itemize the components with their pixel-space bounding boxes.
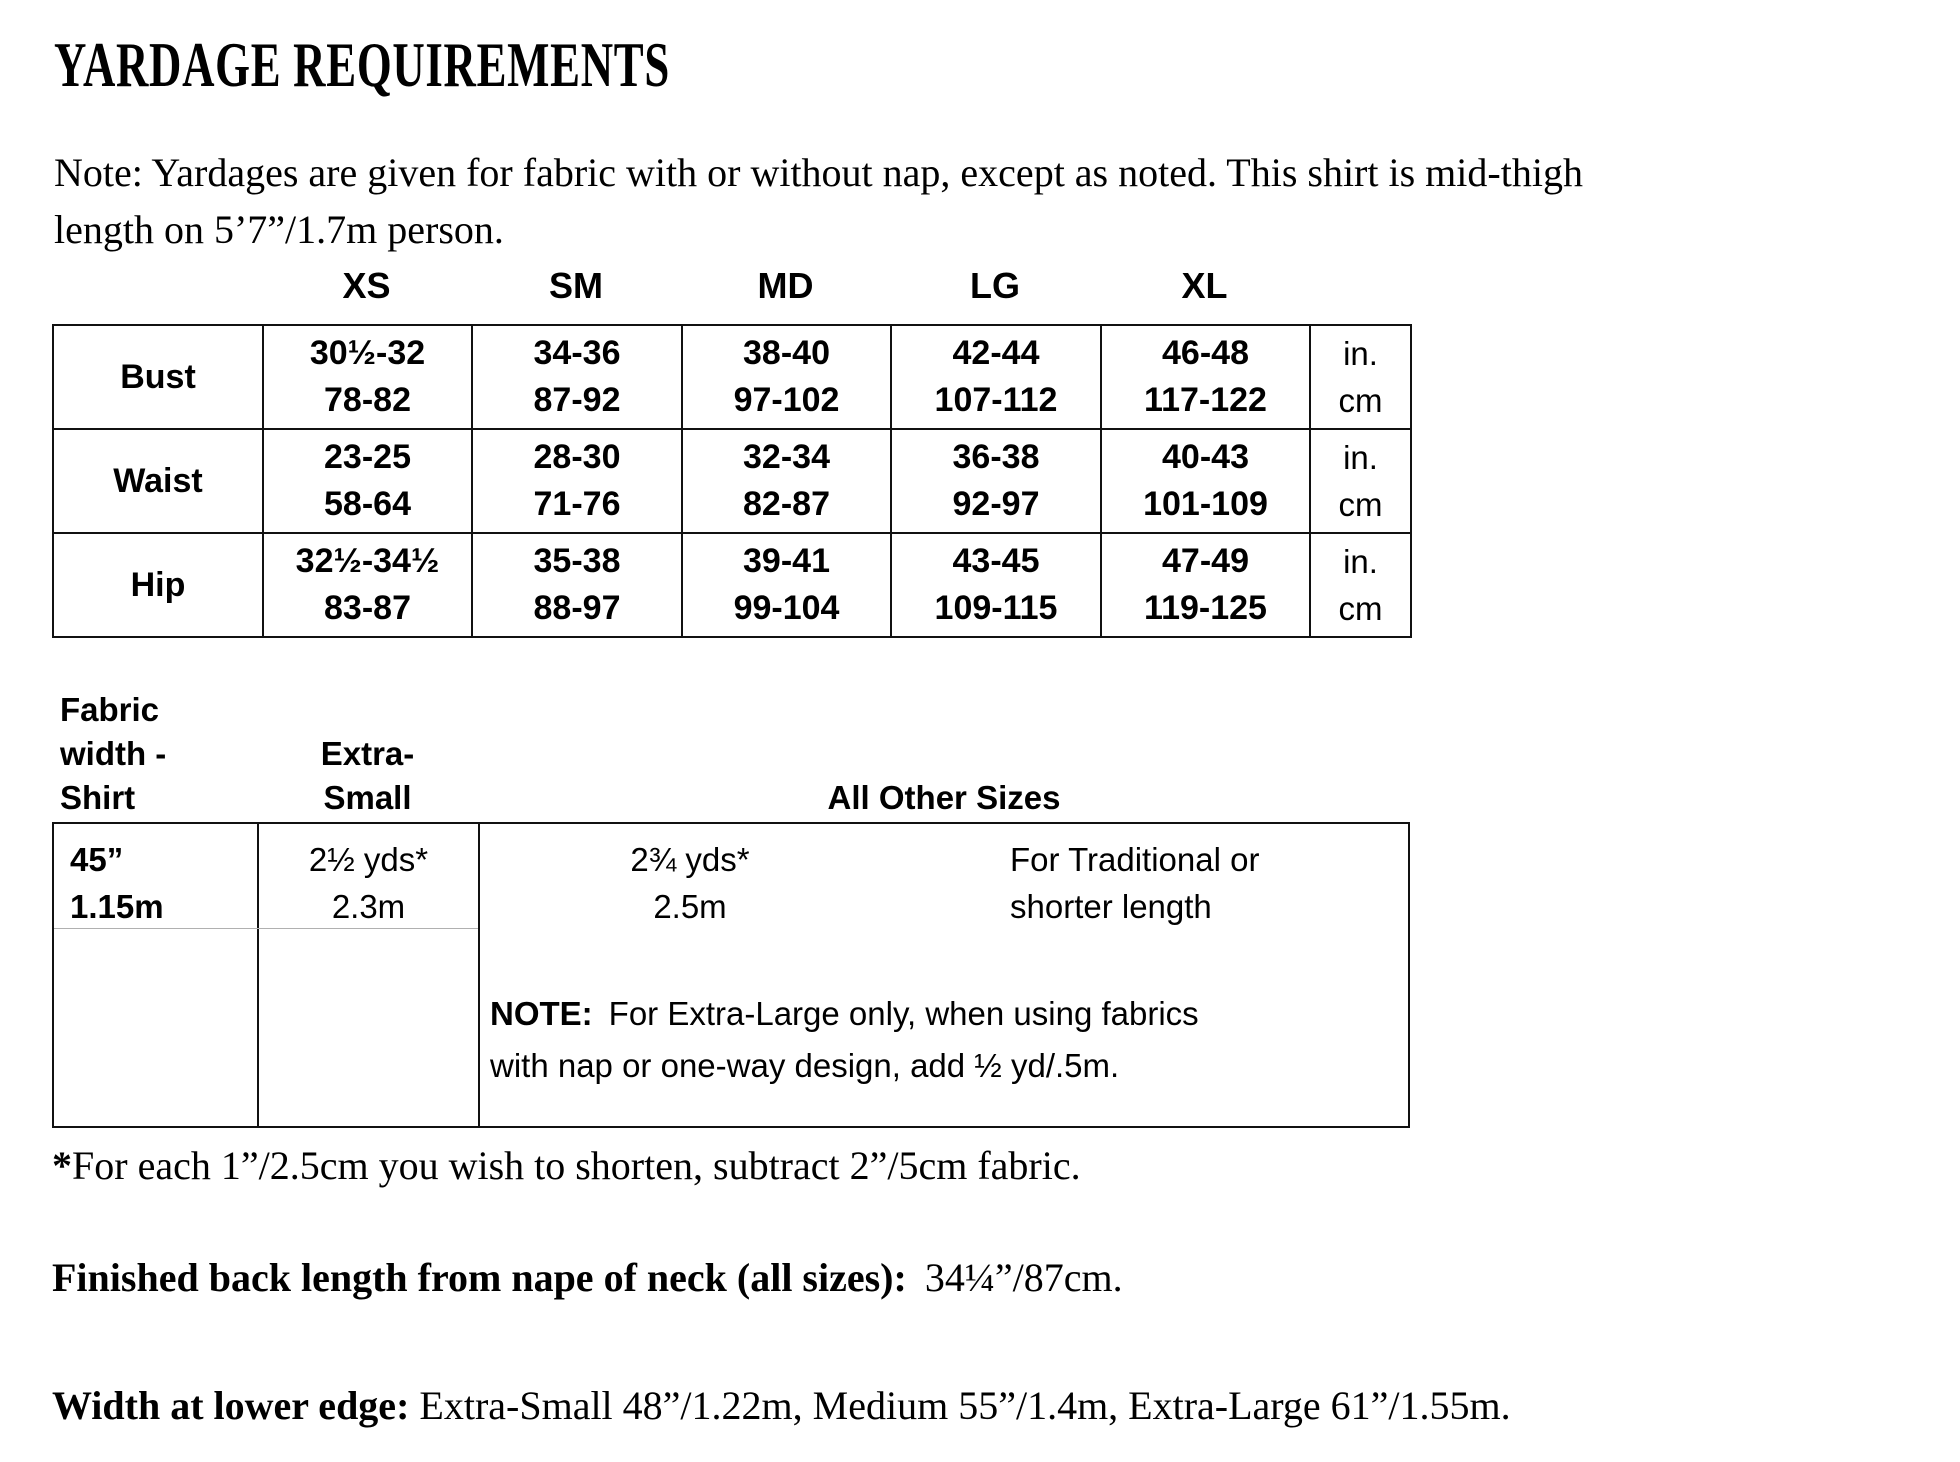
bust-lg-cm: 107-112 [934, 381, 1058, 419]
other-sizes-meters: 2.5m [653, 888, 727, 925]
waist-xl-cm: 101-109 [1143, 485, 1268, 523]
table-row-waist [53, 429, 1411, 533]
nap-note-line-1 [490, 988, 1370, 1040]
all-other-sizes-header: All Other Sizes [827, 779, 1061, 816]
extra-large-nap-note [490, 988, 1370, 1092]
size-col-header-xs: XS [342, 265, 391, 306]
other-sizes-yards: 2¾ yds* [630, 841, 750, 878]
size-col-header-sm: SM [549, 265, 603, 306]
fabric-yardage-table [52, 822, 1410, 1128]
shorten-footnote [52, 1140, 1081, 1192]
hip-xs-in: 32½-34½ [295, 542, 440, 580]
fabric-width-cell [70, 836, 164, 930]
fabric-table-headers [52, 688, 1410, 820]
hip-xl-cm: 119-125 [1144, 589, 1267, 627]
extra-small-header-line-2: Small [323, 779, 412, 816]
size-col-header-xl: XL [1181, 265, 1228, 306]
bust-unit-in: in. [1343, 335, 1378, 372]
hip-sm-in: 35-38 [533, 542, 621, 580]
size-col-header-units-spacer [1309, 264, 1410, 308]
waist-lg-in: 36-38 [952, 438, 1040, 476]
bust-sm-cm: 87-92 [533, 381, 621, 419]
bust-xl-in: 46-48 [1162, 334, 1249, 372]
extra-small-yards: 2½ yds* [308, 841, 429, 878]
fabric-header-line-3: Shirt [60, 779, 136, 816]
row-label-waist: Waist [53, 429, 263, 533]
footnote-asterisk: * [52, 1143, 72, 1188]
waist-md-cell [682, 429, 891, 533]
hip-unit-cm: cm [1338, 590, 1383, 627]
hip-xs-cell [263, 533, 472, 637]
size-measurement-table [52, 324, 1412, 638]
intro-note-line-1: Note: Yardages are given for fabric with or without nap, except as noted. This shirt is mid-thigh [54, 150, 1583, 195]
waist-lg-cell [891, 429, 1101, 533]
hip-xl-in: 47-49 [1162, 542, 1249, 580]
traditional-note-line-1: For Traditional or [1010, 841, 1260, 878]
bust-unit-cm: cm [1338, 382, 1383, 419]
waist-sm-cm: 71-76 [533, 485, 621, 523]
page-title: YARDAGE REQUIREMENTS [54, 29, 670, 100]
waist-xs-cm: 58-64 [324, 485, 411, 523]
bust-units-cell [1310, 325, 1411, 429]
hip-md-cell [682, 533, 891, 637]
table-row-bust [53, 325, 1411, 429]
size-col-header-md: MD [757, 265, 814, 306]
row-label-bust: Bust [53, 325, 263, 429]
waist-md-cm: 82-87 [743, 485, 830, 523]
bust-xs-in: 30½-32 [309, 334, 426, 372]
width-lower-edge-value: Extra-Small 48”/1.22m, Medium 55”/1.4m, Extra-Large 61”/1.55m. [419, 1383, 1511, 1428]
size-table-column-headers [52, 264, 1410, 308]
bust-md-cell [682, 325, 891, 429]
intro-note-paragraph [54, 144, 1583, 258]
waist-unit-in: in. [1343, 439, 1378, 476]
waist-xs-in: 23-25 [324, 438, 411, 476]
hip-md-in: 39-41 [743, 542, 830, 580]
bust-lg-in: 42-44 [952, 334, 1040, 372]
bust-xs-cell [263, 325, 472, 429]
intro-note-line-2: length on 5’7”/1.7m person. [54, 207, 504, 252]
extra-small-yardage-cell [259, 836, 478, 930]
waist-sm-in: 28-30 [533, 438, 621, 476]
hip-lg-cm: 109-115 [934, 589, 1058, 627]
bust-lg-cell [891, 325, 1101, 429]
fabric-width-shirt-header [52, 688, 257, 820]
fabric-width-meters: 1.15m [70, 888, 164, 925]
waist-sm-cell [472, 429, 682, 533]
hip-unit-in: in. [1343, 543, 1378, 580]
nap-note-text-1: For Extra-Large only, when using fabrics [608, 995, 1199, 1032]
extra-small-meters: 2.3m [331, 888, 406, 925]
hip-md-cm: 99-104 [733, 589, 840, 627]
waist-unit-cm: cm [1338, 486, 1383, 523]
bust-xs-cm: 78-82 [324, 381, 411, 419]
finished-back-length-label: Finished back length from nape of neck (all sizes): [52, 1255, 907, 1300]
table-row-hip [53, 533, 1411, 637]
waist-lg-cm: 92-97 [952, 485, 1040, 523]
extra-small-header [257, 732, 478, 820]
bust-sm-in: 34-36 [533, 334, 621, 372]
extra-small-header-line-1: Extra- [320, 735, 415, 772]
hip-sm-cell [472, 533, 682, 637]
other-sizes-yardage-cell [480, 836, 900, 930]
bust-sm-cell [472, 325, 682, 429]
hip-lg-cell [891, 533, 1101, 637]
finished-back-length-line [52, 1252, 1123, 1304]
nap-note-text-2: with nap or one-way design, add ½ yd/.5m. [490, 1047, 1120, 1084]
bust-xl-cm: 117-122 [1144, 381, 1267, 419]
nap-note-line-2 [490, 1040, 1370, 1092]
fabric-header-line-1: Fabric [60, 691, 160, 728]
hip-xs-cm: 83-87 [324, 589, 411, 627]
size-col-header-spacer [52, 264, 262, 308]
hip-lg-in: 43-45 [952, 542, 1040, 580]
hip-xl-cell [1101, 533, 1310, 637]
traditional-note-line-2: shorter length [1010, 888, 1212, 925]
waist-md-in: 32-34 [743, 438, 830, 476]
waist-xl-in: 40-43 [1162, 438, 1249, 476]
fabric-width-inches: 45” [70, 841, 124, 878]
waist-units-cell [1310, 429, 1411, 533]
traditional-length-note [1010, 836, 1259, 930]
waist-xs-cell [263, 429, 472, 533]
width-lower-edge-label: Width at lower edge: [52, 1383, 410, 1428]
waist-xl-cell [1101, 429, 1310, 533]
bust-md-in: 38-40 [743, 334, 830, 372]
row-label-hip: Hip [53, 533, 263, 637]
bust-xl-cell [1101, 325, 1310, 429]
nap-note-label: NOTE: [490, 995, 593, 1032]
footnote-text: For each 1”/2.5cm you wish to shorten, subtract 2”/5cm fabric. [72, 1143, 1081, 1188]
finished-back-length-value: 34¼”/87cm. [924, 1255, 1123, 1300]
hip-units-cell [1310, 533, 1411, 637]
hip-sm-cm: 88-97 [533, 589, 621, 627]
fabric-header-line-2: width - [60, 735, 167, 772]
size-col-header-lg: LG [970, 265, 1020, 306]
bust-md-cm: 97-102 [733, 381, 840, 419]
width-lower-edge-line [52, 1380, 1511, 1432]
